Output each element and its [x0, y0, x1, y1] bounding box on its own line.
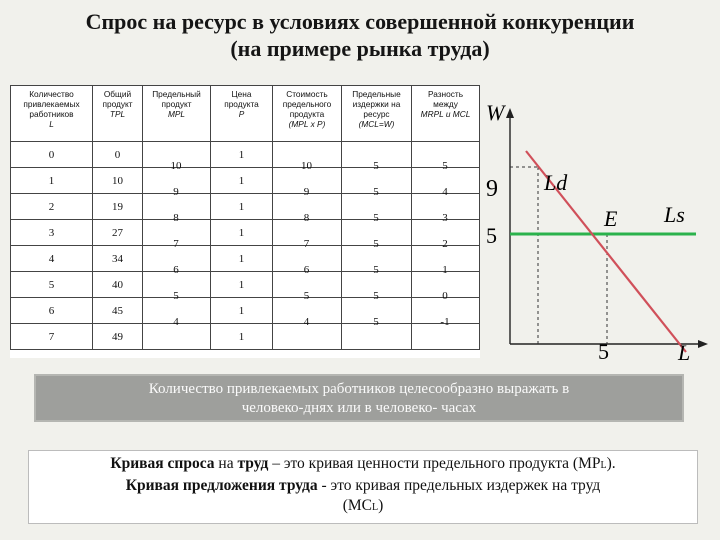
column-header [412, 86, 480, 142]
cell-workers: 4 [11, 246, 93, 272]
header-text: Предельные [352, 89, 401, 99]
between-value-mp: 4 [173, 316, 179, 328]
between-value-mp: 7 [173, 238, 179, 250]
definition-text: – это кривая ценности предельного продукта (MP [268, 455, 601, 472]
note-line-2: человеко-днях или в человеко- часах [241, 400, 477, 416]
header-text: Общий [103, 89, 132, 99]
definition-text: ). [606, 455, 616, 472]
between-value-mc: 5 [373, 290, 379, 302]
labor-market-graph [484, 96, 710, 366]
header-text: между [433, 99, 458, 109]
column-header [93, 86, 143, 142]
x-axis-arrow [698, 340, 708, 348]
between-value-vmp: 4 [303, 316, 310, 328]
header-formula: (MCL=W) [358, 119, 395, 129]
between-value-diff: 0 [442, 290, 448, 302]
subscript: L [372, 502, 379, 513]
header-text: предельного [282, 99, 332, 109]
between-value-vmp: 8 [303, 212, 310, 224]
between-value-mp: 5 [173, 290, 179, 302]
header-text: издержки на [352, 99, 401, 109]
equilibrium-label: E [604, 206, 618, 231]
definition-box [28, 450, 698, 524]
header-text: привлекаемых [23, 99, 80, 109]
header-formula: MRPL и MCL [420, 109, 471, 119]
column-header [143, 86, 211, 142]
cell-total-product: 0 [93, 142, 143, 168]
header-text: Цена [231, 89, 252, 99]
note-box [34, 374, 684, 422]
between-value-diff: 5 [442, 160, 448, 172]
between-value-vmp: 9 [303, 186, 310, 198]
title-line-2: (на примере рынка труда) [230, 36, 490, 61]
between-value-diff: 4 [442, 186, 448, 198]
header-formula: TPL [109, 109, 126, 119]
subscript: L [600, 460, 607, 471]
header-formula: P [238, 109, 245, 119]
page-title [0, 8, 720, 62]
definition-line-1 [29, 454, 697, 476]
table-header-row [11, 86, 480, 142]
supply-label: Ls [664, 202, 685, 227]
title-line-1: Спрос на ресурс в условиях совершенной конкуренции [85, 9, 635, 34]
labor-table-panel [10, 85, 480, 358]
between-value-mp: 6 [173, 264, 179, 276]
cell-price: 1 [211, 272, 273, 298]
header-text: продукта [224, 99, 259, 109]
column-header [342, 86, 412, 142]
cell-workers: 1 [11, 168, 93, 194]
header-text: Количество [29, 89, 74, 99]
labor-term: труд [237, 455, 269, 472]
between-value-vmp: 7 [303, 238, 310, 250]
between-value-vmp: 5 [303, 290, 310, 302]
between-value-mc: 5 [373, 316, 379, 328]
cell-price: 1 [211, 168, 273, 194]
supply-curve-term: Кривая предложения труда [125, 477, 318, 494]
cell-total-product: 27 [93, 220, 143, 246]
demand-label: Ld [544, 170, 568, 195]
between-value-diff: 1 [442, 264, 448, 276]
between-value-vmp: 10 [301, 160, 312, 172]
column-header [11, 86, 93, 142]
cell-total-product: 45 [93, 298, 143, 324]
y-tick-9: 9 [486, 176, 498, 202]
between-value-diff: -1 [440, 316, 450, 328]
cell-workers: 7 [11, 324, 93, 350]
between-value-mc: 5 [373, 186, 379, 198]
cell-total-product: 10 [93, 168, 143, 194]
between-value-vmp: 6 [303, 264, 310, 276]
definition-text: на [214, 455, 238, 472]
between-value-diff: 2 [442, 238, 448, 250]
between-value-mp: 8 [173, 212, 179, 224]
y-tick-5: 5 [486, 223, 497, 248]
header-text: продукта [289, 109, 325, 119]
column-header [273, 86, 342, 142]
header-formula: L [49, 119, 54, 129]
between-value-mc: 5 [373, 212, 379, 224]
header-text: продукт [161, 99, 192, 109]
column-header [211, 86, 273, 142]
y-axis-arrow [506, 108, 514, 118]
cell-workers: 0 [11, 142, 93, 168]
between-value-mc: 5 [373, 264, 379, 276]
between-value-mc: 5 [373, 238, 379, 250]
header-text: работников [29, 109, 74, 119]
demand-curve-term: Кривая спроса [110, 455, 215, 472]
cell-total-product: 34 [93, 246, 143, 272]
cell-price: 1 [211, 324, 273, 350]
cell-price: 1 [211, 142, 273, 168]
note-line-1: Количество привлекаемых работников целесообразно выражать в [148, 381, 570, 397]
definition-line-3 [29, 496, 697, 518]
cell-price: 1 [211, 194, 273, 220]
header-text: Стоимость [286, 89, 328, 99]
cell-total-product: 19 [93, 194, 143, 220]
y-axis-label: W [486, 100, 505, 125]
header-formula: MPL [167, 109, 186, 119]
between-value-diff: 3 [442, 212, 448, 224]
definition-text: - это кривая предельных издержек на труд [317, 477, 601, 494]
between-value-mp: 9 [173, 186, 179, 198]
cell-workers: 2 [11, 194, 93, 220]
definition-line-2 [29, 476, 697, 496]
x-axis-label: L [678, 340, 691, 365]
between-value-mp: 10 [170, 160, 182, 172]
header-text: ресурс [363, 109, 390, 119]
cell-price: 1 [211, 298, 273, 324]
header-text: продукт [102, 99, 133, 109]
cell-price: 1 [211, 220, 273, 246]
header-text: Разность [427, 89, 464, 99]
cell-total-product: 40 [93, 272, 143, 298]
cell-workers: 6 [11, 298, 93, 324]
definition-text: ) [378, 497, 384, 514]
between-value-mc: 5 [373, 160, 379, 172]
x-tick-5: 5 [598, 339, 609, 364]
cell-workers: 3 [11, 220, 93, 246]
cell-total-product: 49 [93, 324, 143, 350]
cell-workers: 5 [11, 272, 93, 298]
cell-price: 1 [211, 246, 273, 272]
header-formula: (MPL x P) [288, 119, 326, 129]
header-text: Предельный [152, 89, 201, 99]
definition-text: (MC [342, 497, 372, 514]
